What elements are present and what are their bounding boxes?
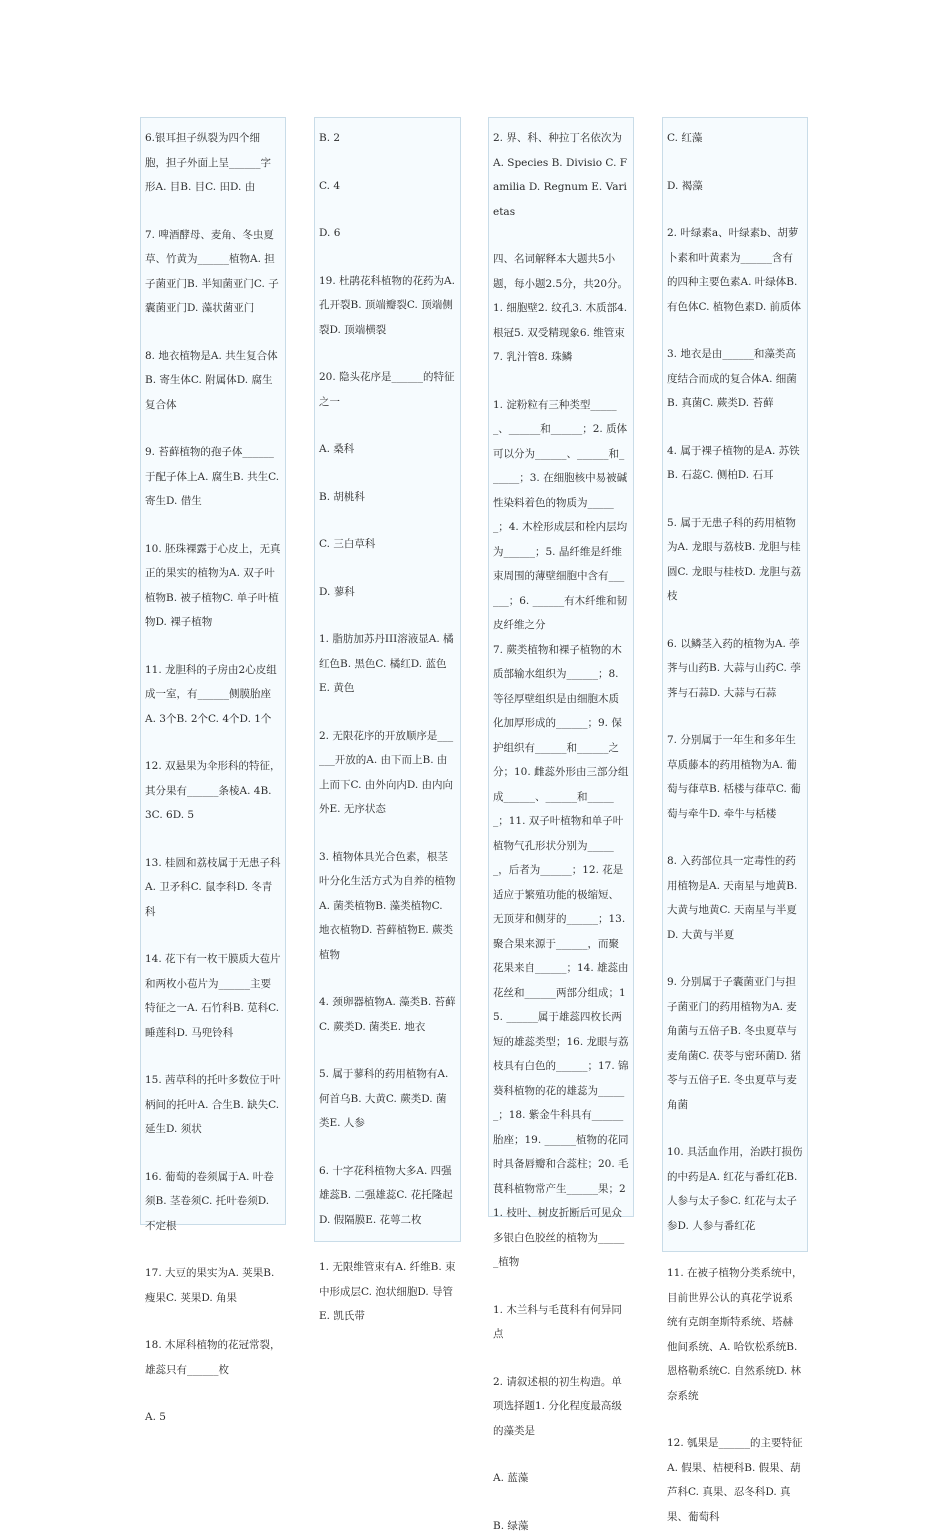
text-block: 11. 在被子植物分类系统中，目前世界公认的真花学说系统有克朗奎斯特系统、塔赫他间系统、A. 哈钦松系统B. 恩格勒系统C. 自然系统D. 林奈系统	[667, 1261, 803, 1408]
text-block: 20. 隐头花序是______的特征之一	[319, 365, 456, 414]
text-block: 2. 无限花序的开放顺序是______开放的A. 由下而上B. 由上而下C. 由外向内D. 由内向外E. 无序状态	[319, 724, 456, 822]
text-block: 11. 龙胆科的子房由2心皮组成一室，有______侧膜胎座A. 3个B. 2个C. 4个D. 1个	[145, 658, 281, 732]
text-block: 1. 无限维管束有A. 纤维B. 束中形成层C. 泡状细胞D. 导管E. 凯氏带	[319, 1255, 456, 1329]
text-block: 2. 界、科、种拉丁名依次为A. Species B. Divisio C. Familia D. Regnum E. Varietas	[493, 126, 629, 224]
text-block: A. 5	[145, 1405, 281, 1430]
text-block: 8. 入药部位具一定毒性的药用植物是A. 天南星与地黄B. 大黄与地黄C. 天南星与半夏D. 大黄与半夏	[667, 849, 803, 947]
text-block: 3. 植物体具光合色素，根茎叶分化生活方式为自养的植物A. 菌类植物B. 藻类植物C. 地衣植物D. 苔藓植物E. 蕨类植物	[319, 845, 456, 968]
text-block: 12. 瓠果是______的主要特征A. 假果、桔梗科B. 假果、葫芦科C. 真果、忍冬科D. 真果、葡萄科	[667, 1431, 803, 1529]
text-block: 10. 胚珠裸露于心皮上，无真正的果实的植物为A. 双子叶植物B. 被子植物C. 单子叶植物D. 裸子植物	[145, 537, 281, 635]
text-block: C. 4	[319, 174, 456, 199]
text-block: 7. 分别属于一年生和多年生草质藤本的药用植物为A. 葡萄与葎草B. 栝楼与葎草C. 葡萄与牵牛D. 牵牛与栝楼	[667, 728, 803, 826]
text-block: 6. 十字花科植物大多A. 四强雄蕊B. 二强雄蕊C. 花托隆起D. 假隔膜E. 花萼二枚	[319, 1159, 456, 1233]
text-block: 6. 以鳞茎入药的植物为A. 荸荠与山药B. 大蒜与山药C. 荸荠与石蒜D. 大蒜与石蒜	[667, 632, 803, 706]
text-block: B. 胡桃科	[319, 485, 456, 510]
text-block: 1. 脂肪加苏丹III溶液显A. 橘红色B. 黑色C. 橘红D. 蓝色E. 黄色	[319, 627, 456, 701]
text-block: 18. 木犀科植物的花冠常裂，雄蕊只有______枚	[145, 1333, 281, 1382]
text-block: 四、名词解释本大题共5小题，每小题2.5分，共20分。1. 细胞壁2. 纹孔3. 木质部4. 根冠5. 双受精现象6. 维管束7. 乳汁管8. 珠鳞	[493, 247, 629, 370]
text-block: 1. 木兰科与毛茛科有何异同点	[493, 1298, 629, 1347]
text-block: 6.银耳担子纵裂为四个细胞，担子外面上呈______字形A. 目B. 目C. 田D. 由	[145, 126, 281, 200]
text-block: B. 2	[319, 126, 456, 151]
text-block: 5. 属于蓼科的药用植物有A. 何首乌B. 大黄C. 蕨类D. 菌类E. 人参	[319, 1062, 456, 1136]
column-1	[140, 117, 286, 1225]
column-4	[662, 117, 808, 1252]
text-block: 9. 分别属于子囊菌亚门与担子菌亚门的药用植物为A. 麦角菌与五倍子B. 冬虫夏草与麦角菌C. 茯苓与密环菌D. 猪苓与五倍子E. 冬虫夏草与麦角菌	[667, 970, 803, 1117]
text-block: 1. 淀粉粒有三种类型______、______和______；2. 质体可以分为______、______和______；3. 在细胞核中易被碱性染料着色的物质为______；4. 木栓形成层和栓内层均为______；5. 晶纤维是纤维束周围的薄壁细胞中含有______；6. ______有木纤维和韧皮纤维之分	[493, 393, 629, 638]
text-block: 7. 蕨类植物和裸子植物的木质部输水组织为______；8. 等径厚壁组织是由细胞木质化加厚形成的______；9. 保护组织有______和______之分；10. 雌蕊外形由三部分组成______、______和______；11. 双子叶植物和单子叶植物气孔形状分别为______，后者为______；12. 花是适应于繁殖功能的极缩短、无顶芽和侧芽的______；13. 聚合果来源于______，而聚花果来自______；14. 雄蕊由花丝和______两部分组成；15. ______属于雄蕊四枚长两短的雄蕊类型；16. 龙眼与荔枝具有白色的______；17. 锦葵科植物的花的雄蕊为______；18. 紫金牛科具有______胎座；19. ______植物的花同时具备唇瓣和合蕊柱；20. 毛茛科植物常产生______果；21. 枝叶、树皮折断后可见众多银白色胶丝的植物为______植物	[493, 638, 629, 1275]
text-block: 7. 啤酒酵母、麦角、冬虫夏草、竹黄为______植物A. 担子菌亚门B. 半知菌亚门C. 子囊菌亚门D. 藻状菌亚门	[145, 223, 281, 321]
text-block: 16. 葡萄的卷须属于A. 叶卷须B. 茎卷须C. 托叶卷须D. 不定根	[145, 1165, 281, 1239]
text-block: D. 6	[319, 221, 456, 246]
text-block: A. 蓝藻	[493, 1466, 629, 1491]
text-block: 13. 桂圆和荔枝属于无患子科A. 卫矛科C. 鼠李科D. 冬青科	[145, 851, 281, 925]
text-block: 8. 地衣植物是A. 共生复合体B. 寄生体C. 附属体D. 腐生复合体	[145, 344, 281, 418]
text-block: 19. 杜鹃花科植物的花药为A. 孔开裂B. 顶端瓣裂C. 顶端侧裂D. 顶端横裂	[319, 269, 456, 343]
column-2	[314, 117, 461, 1242]
text-block: C. 红藻	[667, 126, 803, 151]
text-block: D. 褐藻	[667, 174, 803, 199]
column-3	[488, 117, 634, 1217]
text-block: 4. 颈卵器植物A. 藻类B. 苔藓C. 蕨类D. 菌类E. 地衣	[319, 990, 456, 1039]
text-block: 10. 具活血作用，治跌打损伤的中药是A. 红花与番红花B. 人参与太子参C. 红花与太子参D. 人参与番红花	[667, 1140, 803, 1238]
text-block: D. 蓼科	[319, 580, 456, 605]
text-block: 12. 双悬果为伞形科的特征，其分果有______条棱A. 4B. 3C. 6D. 5	[145, 754, 281, 828]
text-block: 3. 地衣是由______和藻类高度结合而成的复合体A. 细菌B. 真菌C. 蕨类D. 苔藓	[667, 342, 803, 416]
text-block: 2. 叶绿素a、叶绿素b、胡萝卜素和叶黄素为______含有的四种主要色素A. 叶绿体B. 有色体C. 植物色素D. 前质体	[667, 221, 803, 319]
text-block: B. 绿藻	[493, 1514, 629, 1538]
text-block: 17. 大豆的果实为A. 荚果B. 瘦果C. 荚果D. 角果	[145, 1261, 281, 1310]
text-block: A. 桑科	[319, 437, 456, 462]
text-block: 14. 花下有一枚干膜质大苞片和两枚小苞片为______主要特征之一A. 石竹科B. 苋科C. 睡莲科D. 马兜铃科	[145, 947, 281, 1045]
text-block: 9. 苔藓植物的孢子体______于配子体上A. 腐生B. 共生C. 寄生D. 借生	[145, 440, 281, 514]
text-block: 4. 属于裸子植物的是A. 苏铁B. 石蕊C. 侧柏D. 石耳	[667, 439, 803, 488]
text-block: 2. 请叙述根的初生构造。单项选择题1. 分化程度最高级的藻类是	[493, 1370, 629, 1444]
text-block: C. 三白草科	[319, 532, 456, 557]
text-block: 15. 茜草科的托叶多数位于叶柄间的托叶A. 合生B. 缺失C. 延生D. 须状	[145, 1068, 281, 1142]
text-block: 5. 属于无患子科的药用植物为A. 龙眼与荔枝B. 龙胆与桂圆C. 龙眼与桂枝D. 龙胆与荔枝	[667, 511, 803, 609]
